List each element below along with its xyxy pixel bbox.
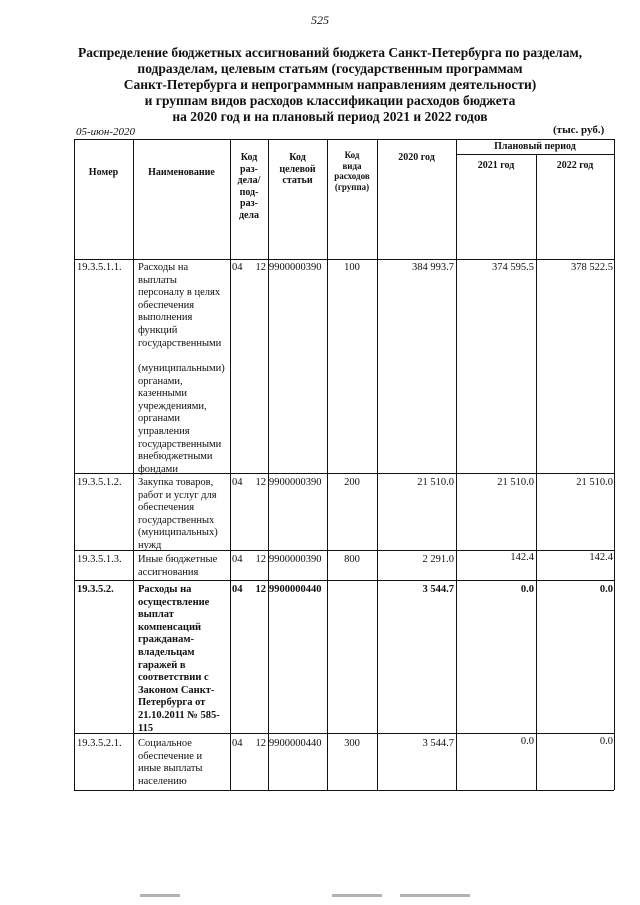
column-border [133,139,134,790]
planned-period-divider [456,154,614,155]
subsection-code: 12 [255,584,266,595]
header-name: Наименование [148,167,215,178]
column-border [268,139,269,790]
name-line: органами [138,413,181,425]
name-line: обеспечение и [138,750,203,762]
document-title [60,45,600,125]
name-line: ассигнования [138,566,199,578]
name-line: гражданам- [138,634,194,646]
name-line: Расходы на [138,584,192,595]
column-border [536,154,537,790]
row-name [138,262,232,350]
target-code: 9900000440 [269,738,322,749]
row-name [138,738,232,788]
title-line: Распределение бюджетных ассигнований бюджета Санкт-Петербурга по разделам, [77,45,583,60]
name-line: владельцам [138,646,195,658]
row-name-continued [138,363,232,476]
expense-type-code: 800 [344,554,360,565]
amount-2020: 384 993.7 [412,262,454,273]
name-line: гаражей в [138,659,186,671]
name-line: работ и услуг для [138,489,217,501]
section-code: 04 [232,738,243,749]
amount-2020: 3 544.7 [422,584,454,595]
name-line: 115 [138,722,154,734]
name-line: обеспечения [138,299,195,311]
amount-2020: 21 510.0 [417,477,454,488]
amount-2021: 142.4 [510,552,534,563]
header-2022: 2022 год [556,160,594,171]
name-line: обеспечения [138,502,195,514]
row-number: 19.3.5.1.3. [77,554,122,565]
header-line: Код [289,152,306,163]
header-line: дела [238,209,260,221]
name-line: нужд [138,539,162,551]
section-code: 04 [232,262,243,273]
table-border-top [74,139,614,140]
amount-2022: 21 510.0 [576,477,613,488]
target-code: 9900000390 [269,477,322,488]
subsection-code: 12 [255,738,266,749]
name-line: иные выплаты [138,763,203,775]
header-type-code [327,150,377,192]
name-line: Расходы на [138,262,189,273]
name-line: внебюджетными [138,451,213,463]
name-line: функций [138,324,178,336]
document-date: 05-июн-2020 [76,126,136,138]
amount-2020: 3 544.7 [422,738,454,749]
title-line: подразделам, целевым статьям (государственным программам [137,61,523,76]
subsection-code: 12 [255,262,266,273]
name-line: Законом Санкт- [138,684,215,696]
row-number: 19.3.5.1.2. [77,477,122,488]
title-line: Санкт-Петербурга и непрограммным направлениям деятельности) [123,77,537,92]
target-code: 9900000390 [269,262,322,273]
header-2021: 2021 год [477,160,515,171]
name-line: выполнения [138,312,193,324]
header-number: Номер [88,167,119,178]
name-line: учреждениями, [138,400,207,412]
row-divider [74,580,614,581]
header-line: (группа) [334,181,370,192]
name-line: (муниципальными) [138,363,225,374]
amount-2022: 0.0 [599,736,613,747]
section-code: 04 [232,584,243,595]
scan-artifact [140,894,180,897]
column-border [456,139,457,790]
name-line: (муниципальных) [138,527,218,539]
scan-artifact [332,894,382,897]
subsection-code: 12 [255,554,266,565]
name-line: персоналу в целях [138,287,221,299]
column-border [614,139,615,790]
row-number: 19.3.5.2. [77,584,114,595]
amount-2021: 21 510.0 [497,477,534,488]
table-border-bottom [74,790,614,791]
page-number: 525 [311,13,329,27]
section-code: 04 [232,554,243,565]
header-line: расходов [334,171,370,181]
header-line: Код [344,150,360,160]
header-line: под- [239,186,259,198]
header-2020: 2020 год [398,152,435,163]
row-name [138,584,232,735]
scan-artifact [400,894,470,897]
name-line: осуществление [138,596,210,608]
name-line: компенсаций [138,621,202,633]
row-name [138,554,232,579]
column-border [74,139,75,790]
header-line: целевой [279,163,316,175]
target-code: 9900000390 [269,554,322,565]
name-line: казенными [138,388,187,400]
name-line: управления [138,425,190,437]
header-target-code [268,152,327,187]
name-line: 21.10.2011 № 585- [138,709,220,721]
amount-2021: 0.0 [520,584,534,595]
name-line: органами, [138,375,183,387]
name-line: населению [138,775,187,787]
expense-type-code: 200 [344,477,360,488]
name-line: Иные бюджетные [138,554,218,565]
title-line: на 2020 год и на плановый период 2021 и 2022 годов [172,109,488,124]
title-line: и группам видов расходов классификации расходов бюджета [144,93,516,108]
header-line: вида [342,160,362,171]
name-line: государственными [138,337,222,349]
column-border [377,139,378,790]
amount-2022: 378 522.5 [571,262,613,273]
amount-2021: 0.0 [520,736,534,747]
name-line: выплаты [138,274,177,286]
name-line: соответствии с [138,672,209,684]
name-line: Социальное [138,738,192,749]
name-line: Закупка товаров, [138,477,214,488]
header-section-code [230,152,268,221]
amount-2022: 142.4 [589,552,613,563]
name-line: Петербурга от [138,697,206,709]
column-border [327,139,328,790]
header-line: дела/ [237,175,261,186]
units-label: (тыс. руб.) [553,124,605,136]
expense-type-code: 300 [344,738,360,749]
header-planned-period: Плановый период [494,141,576,152]
header-line: раз- [240,198,258,209]
amount-2020: 2 291.0 [422,554,454,565]
amount-2021: 374 595.5 [492,262,534,273]
name-line: выплат [138,609,174,621]
row-name [138,477,232,553]
header-line: раз- [240,163,258,175]
section-code: 04 [232,477,243,488]
expense-type-code: 100 [344,262,360,273]
target-code: 9900000440 [269,584,322,595]
header-line: Код [240,152,258,163]
row-number: 19.3.5.1.1. [77,262,122,273]
name-line: государственных [138,514,215,526]
row-number: 19.3.5.2.1. [77,738,122,749]
header-bottom-border [74,259,614,260]
subsection-code: 12 [255,477,266,488]
amount-2022: 0.0 [599,584,613,595]
name-line: фондами [138,463,178,475]
header-line: статьи [282,175,313,186]
name-line: государственными [138,438,222,450]
